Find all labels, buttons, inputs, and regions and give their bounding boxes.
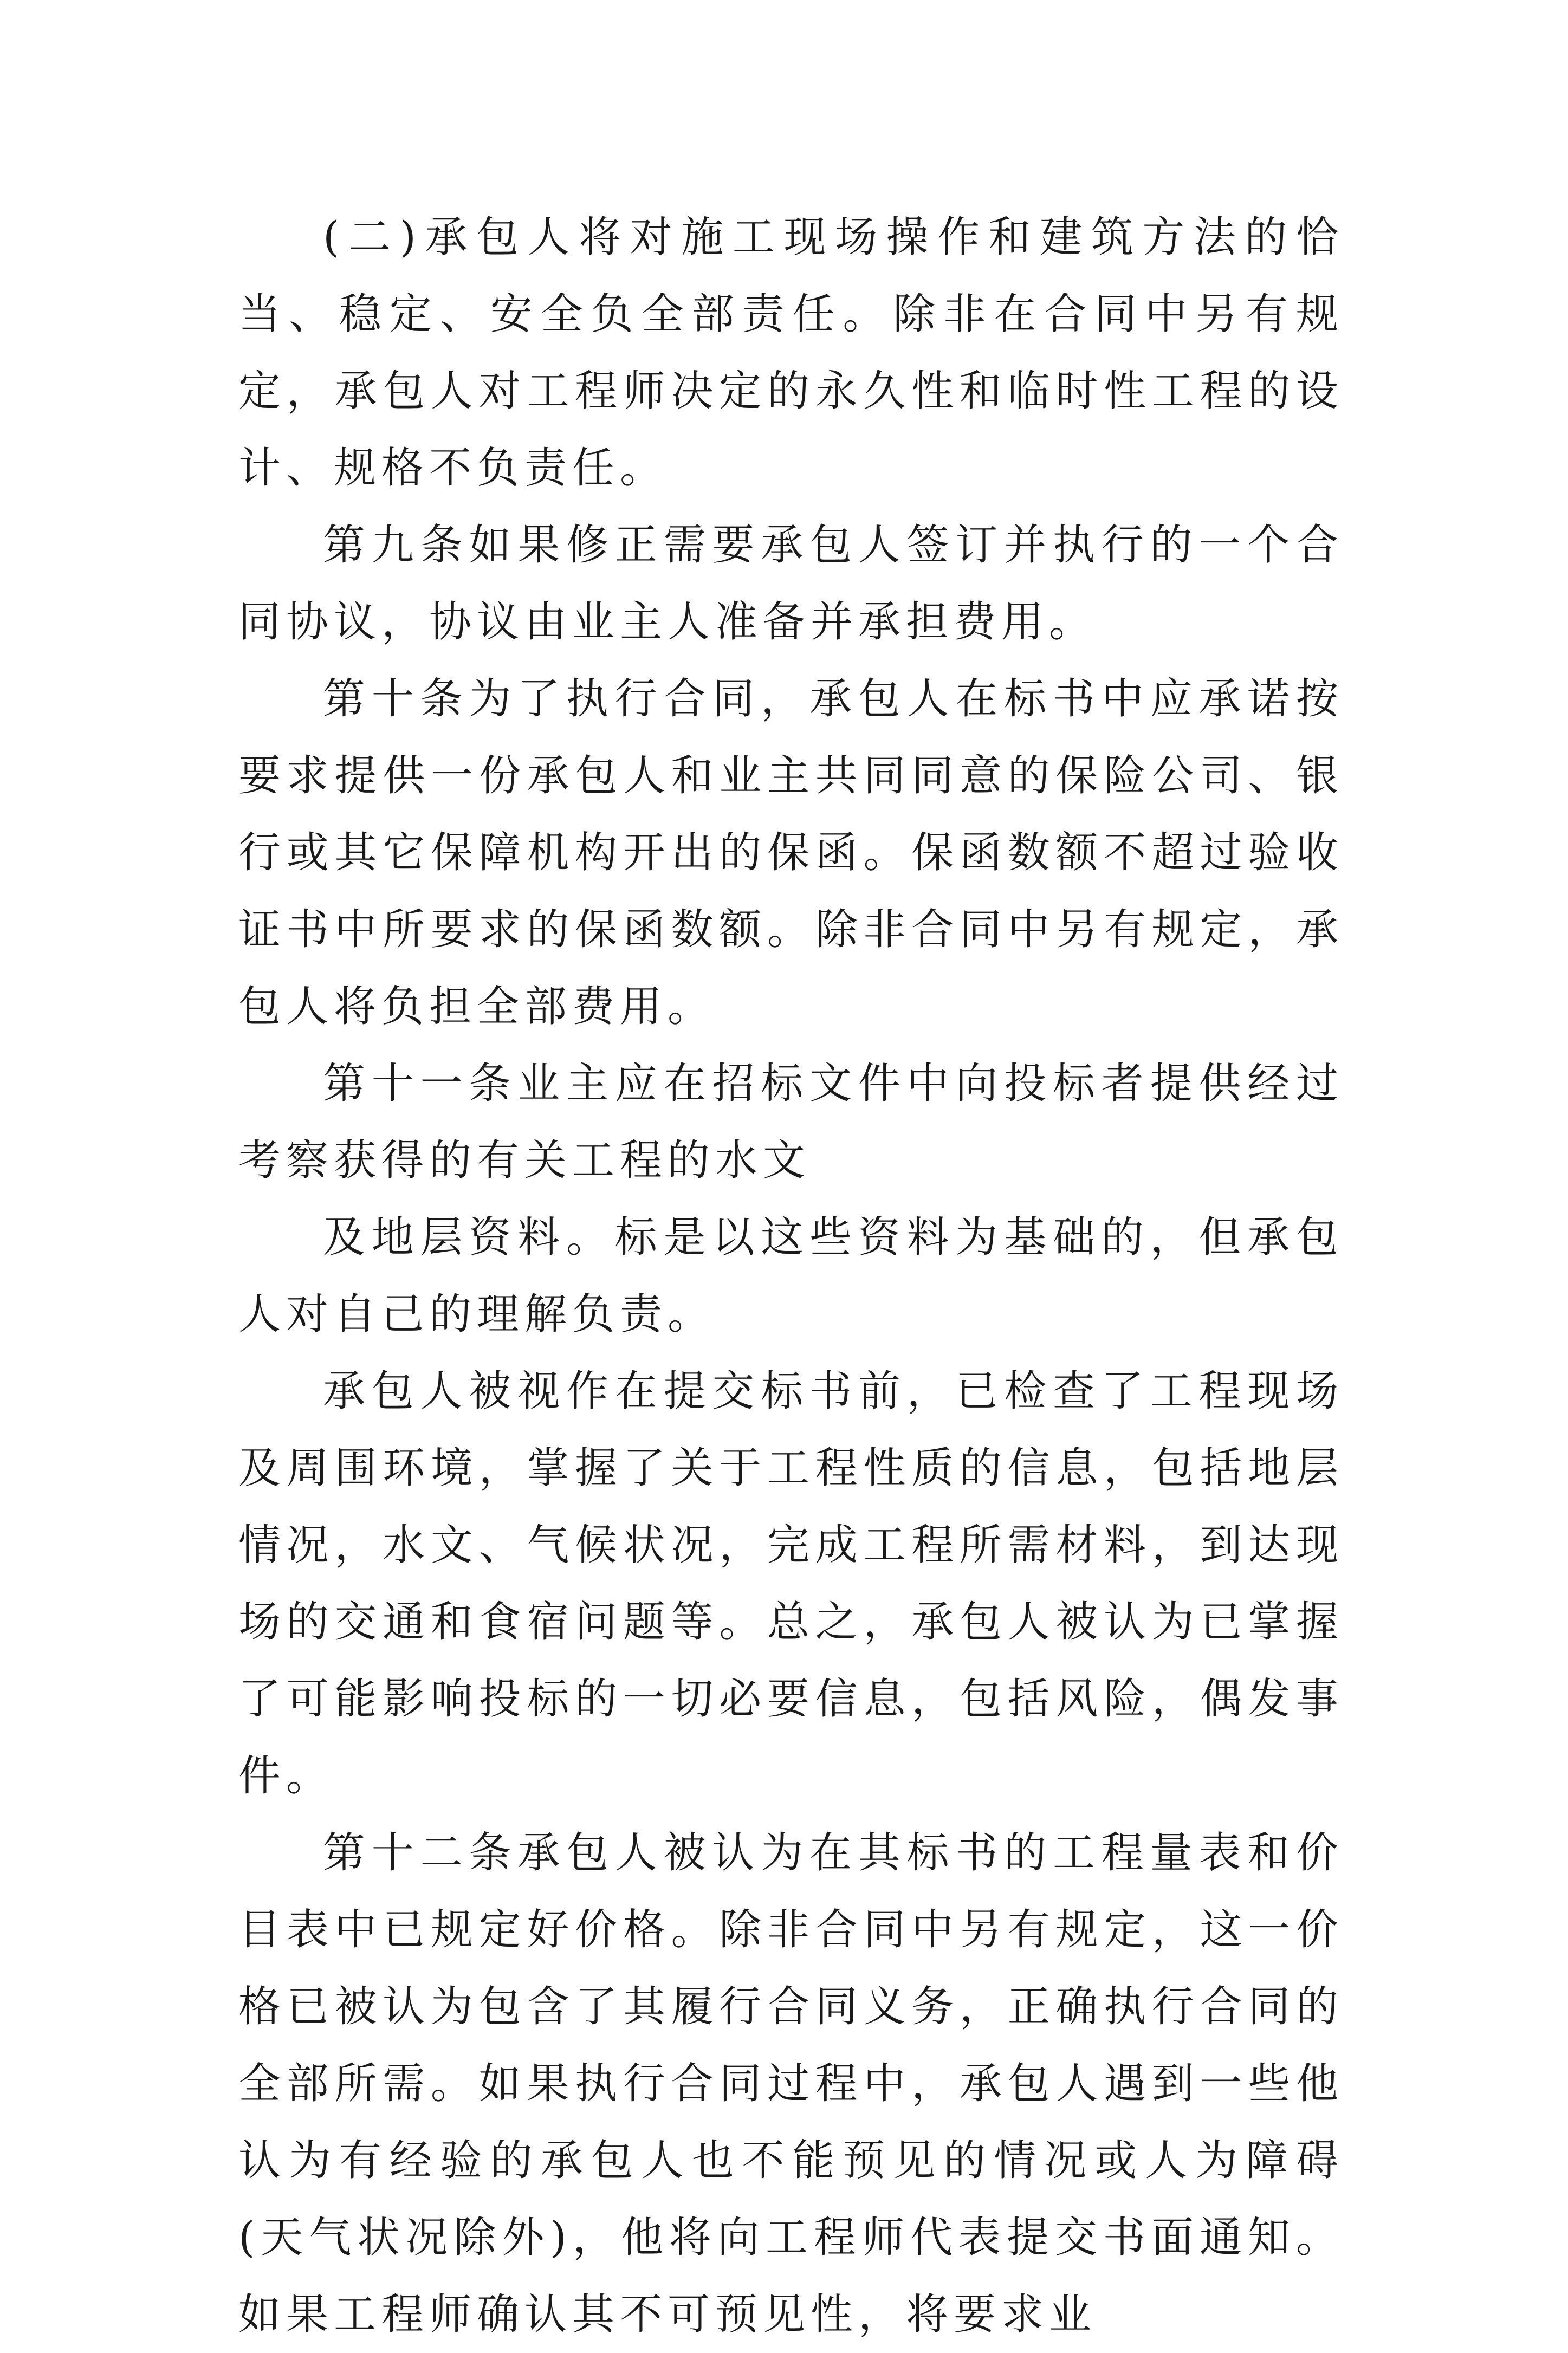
paragraph-geological-data: 及地层资料。标是以这些资料为基础的，但承包人对自己的理解负责。 [238,1213,1344,1339]
paragraph-article-11: 第十一条业主应在招标文件中向投标者提供经过考察获得的有关工程的水文 [238,1059,1344,1185]
paragraph-article-12: 第十二条承包人被认为在其标书的工程量表和价目表中已规定好价格。除非合同中另有规定，这一价格已被认为包含了其履行合同义务，正确执行合同的全部所需。如果执行合同过程中，承包人遇到一些他认为有经验的承包人也不能预见的情况或人为障碍(天气状况除外)，他将向工程师代表提交书面通知。如果工程师确认其不可预见性，将要求业 [238,1829,1344,2339]
paragraph-contractor-responsibility: (二)承包人将对施工现场操作和建筑方法的恰当、稳定、安全负全部责任。除非在合同中另有规定，承包人对工程师决定的永久性和临时性工程的设计、规格不负责任。 [238,213,1344,492]
document-body [238,199,1344,2353]
paragraph-article-9: 第九条如果修正需要承包人签订并执行的一个合同协议，协议由业主人准备并承担费用。 [238,521,1344,646]
paragraph-site-inspection: 承包人被视作在提交标书前，已检查了工程现场及周围环境，掌握了关于工程性质的信息，包括地层情况，水文、气候状况，完成工程所需材料，到达现场的交通和食宿问题等。总之，承包人被认为已掌握了可能影响投标的一切必要信息，包括风险，偶发事件。 [238,1367,1344,1800]
paragraph-article-10: 第十条为了执行合同，承包人在标书中应承诺按要求提供一份承包人和业主共同同意的保险公司、银行或其它保障机构开出的保函。保函数额不超过验收证书中所要求的保函数额。除非合同中另有规定，承包人将负担全部费用。 [238,675,1344,1031]
